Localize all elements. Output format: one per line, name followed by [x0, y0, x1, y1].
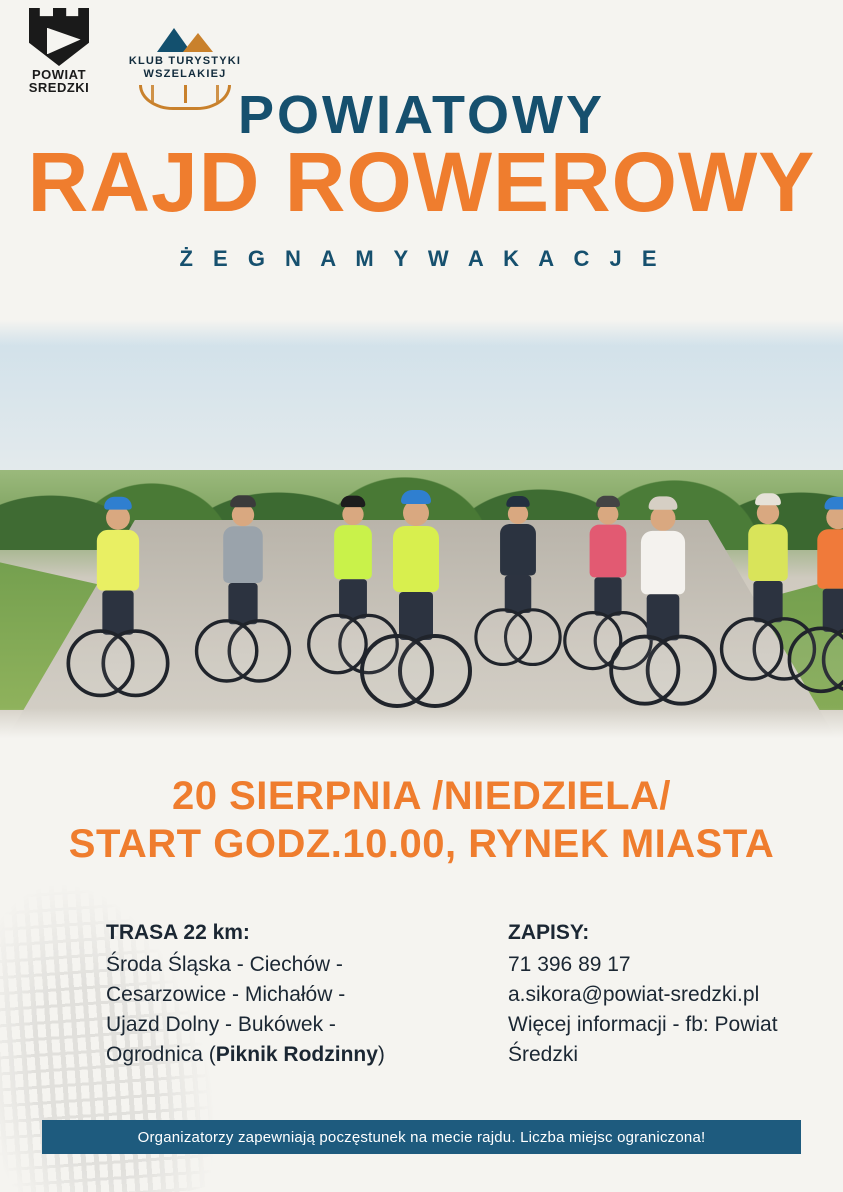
logo-powiat-line2: SREDZKI: [28, 80, 90, 95]
logo-klub-line2: WSZELAKIEJ: [143, 68, 227, 80]
photo-bottom-fade: [0, 708, 843, 750]
route-last-bold: Piknik Rodzinny: [215, 1043, 378, 1066]
route-last-prefix: Ogrodnica (: [106, 1043, 216, 1066]
event-start-line-2: START GODZ.10.00, RYNEK MIASTA: [68, 822, 775, 866]
event-date-line-1: 20 SIERPNIA /NIEDZIELA/: [172, 774, 671, 818]
route-line: Środa Śląska - Ciechów -: [106, 953, 343, 976]
route-heading: TRASA 22 km:: [106, 921, 250, 944]
signup-email[interactable]: a.sikora@powiat-sredzki.pl: [508, 983, 760, 1006]
wheel-icon: [139, 85, 231, 110]
rider: [368, 490, 464, 708]
logo-klub-line1: KLUB TURYSTYKI: [128, 55, 242, 67]
title-line-2: RAJD ROWEROWY: [27, 135, 816, 229]
footer-text: Organizatorzy zapewniają poczęstunek na mecie rajdu. Liczba miejsc ograniczona!: [137, 1128, 706, 1146]
logo-klub-turystyki: [120, 8, 250, 110]
title-block: [0, 86, 843, 272]
rider: [481, 496, 556, 666]
signup-heading: ZAPISY:: [508, 921, 590, 944]
cyclists-photo: [0, 320, 843, 750]
rider: [74, 497, 162, 698]
route-column: [106, 918, 456, 1070]
rider: [202, 495, 285, 682]
signup-info-line-2: Średzki: [508, 1043, 579, 1066]
photo-riders: [0, 392, 843, 712]
mountain-wheel-icon: [157, 26, 213, 52]
crest-icon: [29, 8, 89, 66]
logo-powiat-line1: POWIAT: [31, 67, 87, 82]
event-date-block: [0, 772, 843, 868]
title-line-1: POWIATOWY: [238, 85, 605, 145]
logo-group: [20, 8, 250, 110]
title-subtitle: Ż E G N A M Y W A K A C J E: [179, 246, 664, 271]
rider: [795, 497, 843, 693]
route-line: Ujazd Dolny - Bukówek -: [106, 1013, 336, 1036]
rider: [617, 496, 709, 705]
route-line-last: [106, 1040, 456, 1070]
details-section: [106, 918, 783, 1070]
footer-bar: [42, 1120, 801, 1154]
signup-phone[interactable]: 71 396 89 17: [508, 953, 631, 976]
photo-top-fade: [0, 320, 843, 346]
logo-powiat-sredzki: [20, 8, 98, 95]
signup-info-line: Więcej informacji - fb: Powiat: [508, 1013, 778, 1036]
route-line: Cesarzowice - Michałów -: [106, 983, 346, 1006]
signup-column: [508, 918, 838, 1070]
route-last-suffix: ): [377, 1043, 385, 1066]
